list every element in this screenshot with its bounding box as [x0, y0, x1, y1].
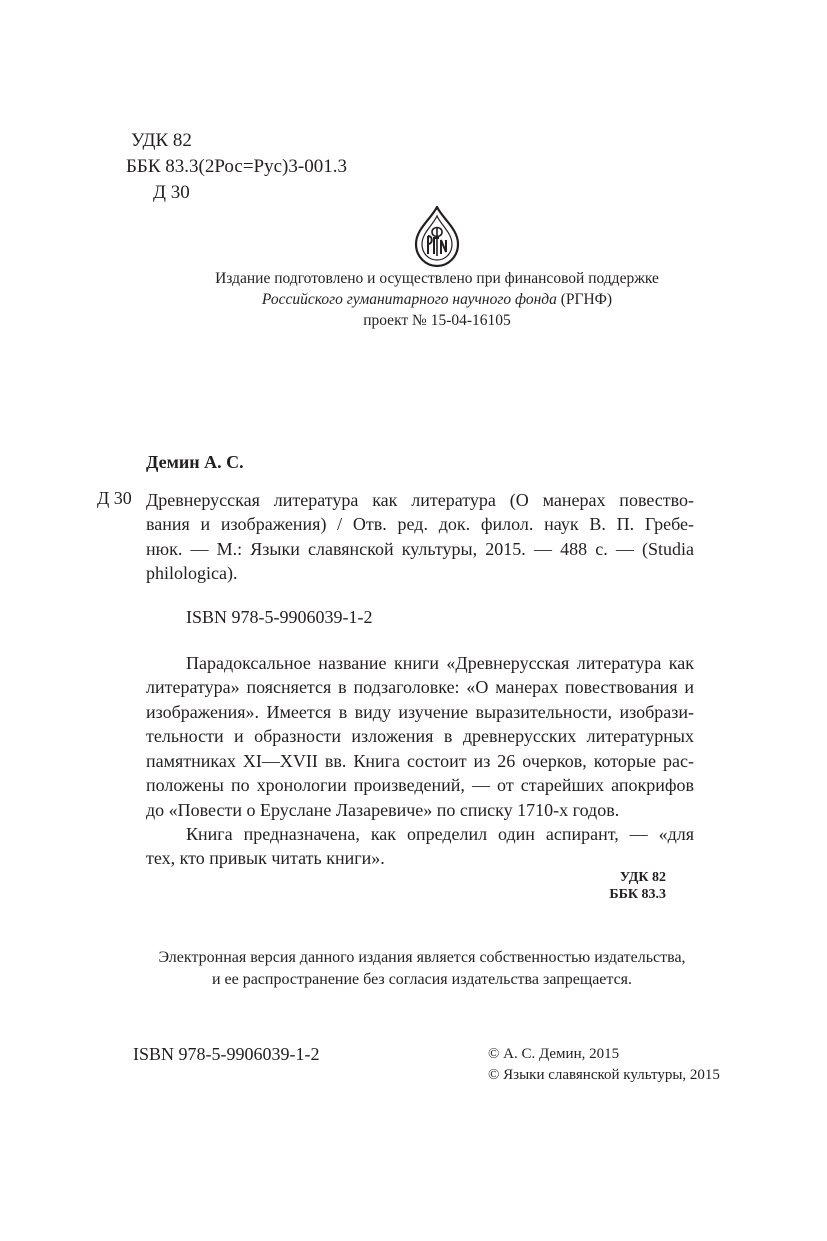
bibliography-code: Д 30	[97, 488, 132, 508]
bibliography-line: вания и изображения) / Отв. ред. док. филол. наук В. П. Гребе-	[146, 514, 694, 534]
bbk-code-bottom: ББК 83.3	[609, 887, 666, 902]
bbk-code: ББК 83.3(2Рос=Рус)3-001.3	[126, 156, 347, 177]
annotation-line: тельности и образности изложения в древнерусских литературных	[146, 726, 694, 746]
annotation-line: Книга предназначена, как определил один аспирант, — «для	[186, 824, 694, 844]
grant-line-1: Издание подготовлено и осуществлено при финансовой поддержке	[215, 270, 659, 287]
foundation-name: Российского гуманитарного научного фонда	[261, 291, 557, 308]
annotation-line: положены по хронологии произведений, — от старейших апокрифов	[146, 775, 694, 795]
isbn-entry: ISBN 978-5-9906039-1-2	[186, 607, 373, 627]
grant-line-2	[150, 289, 724, 310]
annotation-line: Парадоксальное название книги «Древнерусская литература как	[186, 653, 694, 673]
isbn-footer: ISBN 978-5-9906039-1-2	[133, 1044, 320, 1064]
grant-project: проект № 15-04-16105	[363, 312, 511, 329]
author-name: Демин А. С.	[146, 452, 244, 472]
notice-line-2: и ее распространение без согласия издательства запрещается.	[211, 971, 633, 988]
annotation-line: тех, кто привык читать книги».	[146, 848, 385, 868]
bibliography-line: нюк. — М.: Языки славянской культуры, 2015. — 488 с. — (Studia	[146, 539, 694, 559]
annotation-line: до «Повести о Еруслане Лазаревиче» по списку 1710-х годов.	[146, 800, 620, 820]
udk-code-bottom: УДК 82	[619, 870, 666, 885]
annotation-line: литература» поясняется в подзаголовке: «О манерах повествования и	[146, 677, 694, 697]
copyright-publisher: © Языки славянской культуры, 2015	[488, 1067, 720, 1083]
annotation-line: изображения». Имеется в виду изучение выразительности, изобрази-	[146, 702, 694, 722]
author-mark: Д 30	[153, 182, 190, 203]
bibliography-line: philologica).	[146, 563, 238, 583]
copyright-author: © А. С. Демин, 2015	[488, 1046, 620, 1062]
foundation-abbr: (РГНФ)	[556, 291, 613, 308]
rgnf-logo-icon	[412, 206, 462, 268]
udk-code: УДК 82	[131, 130, 192, 151]
notice-line-1: Электронная версия данного издания является собственностью издательства,	[158, 949, 686, 966]
bibliography-line: Древнерусская литература как литература (О манерах повество-	[146, 490, 694, 510]
annotation-line: памятниках XI—XVII вв. Книга состоит из 26 очерков, которые рас-	[146, 751, 694, 771]
